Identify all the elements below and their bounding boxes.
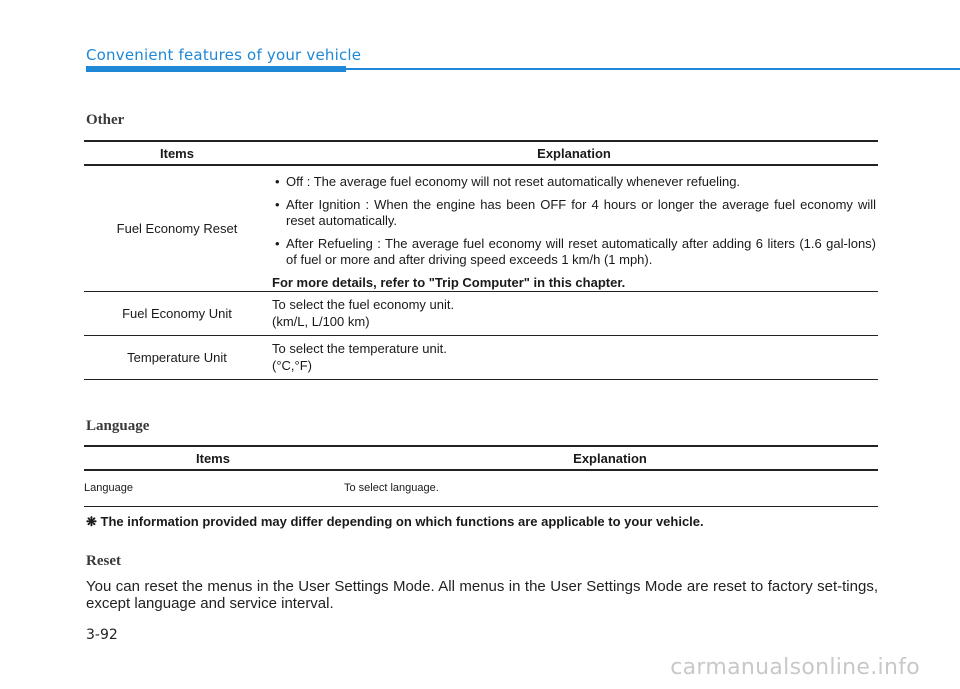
explanation-line: (km/L, L/100 km) xyxy=(272,314,370,329)
bullet-list xyxy=(272,174,876,268)
note-text: For more details, refer to "Trip Computer" in this chapter. xyxy=(272,275,626,290)
item-cell: Fuel Economy Unit xyxy=(84,292,270,336)
table-row xyxy=(84,292,878,336)
column-header-items: Items xyxy=(84,446,342,470)
list-item: • After Refueling : The average fuel economy will reset automatically after adding 6 liters (1.6 gal-lons) of fuel or more and after driving speed exceeds 1 km/h (1 mph). xyxy=(272,236,876,268)
column-header-explanation: Explanation xyxy=(270,141,878,165)
table-row xyxy=(84,470,878,506)
explanation-cell: To select language. xyxy=(342,470,878,506)
explanation-cell xyxy=(270,165,878,292)
item-cell: Language xyxy=(84,470,342,506)
watermark: carmanualsonline.info xyxy=(670,655,920,680)
list-item: • Off : The average fuel economy will not reset automatically whenever refueling. xyxy=(272,174,876,190)
header-rule-thin xyxy=(346,68,960,70)
explanation-line: To select the fuel economy unit. xyxy=(272,297,455,312)
explanation-cell xyxy=(270,292,878,336)
language-table xyxy=(84,445,878,507)
table-header-row xyxy=(84,141,878,165)
item-cell: Temperature Unit xyxy=(84,336,270,380)
other-table xyxy=(84,140,878,380)
explanation-cell xyxy=(270,336,878,380)
section-heading-other: Other xyxy=(86,112,125,128)
explanation-line: (°C,°F) xyxy=(272,358,312,373)
footnote: ❋ The information provided may differ depending on which functions are applicable to your vehicle. xyxy=(86,514,704,529)
section-heading-language: Language xyxy=(86,418,150,434)
column-header-items: Items xyxy=(84,141,270,165)
reset-text: You can reset the menus in the User Settings Mode. All menus in the User Settings Mode are reset to factory set-tings, except language and service interval. xyxy=(86,578,878,612)
table-row xyxy=(84,336,878,380)
page-number: 3-92 xyxy=(86,627,118,643)
explanation-line: To select the temperature unit. xyxy=(272,341,447,356)
item-cell: Fuel Economy Reset xyxy=(84,165,270,292)
header-title: Convenient features of your vehicle xyxy=(86,46,362,64)
header-rule-thick xyxy=(86,66,346,72)
table-header-row xyxy=(84,446,878,470)
list-item: • After Ignition : When the engine has been OFF for 4 hours or longer the average fuel economy will reset automatically. xyxy=(272,197,876,229)
table-row xyxy=(84,165,878,292)
section-heading-reset: Reset xyxy=(86,553,121,569)
column-header-explanation: Explanation xyxy=(342,446,878,470)
